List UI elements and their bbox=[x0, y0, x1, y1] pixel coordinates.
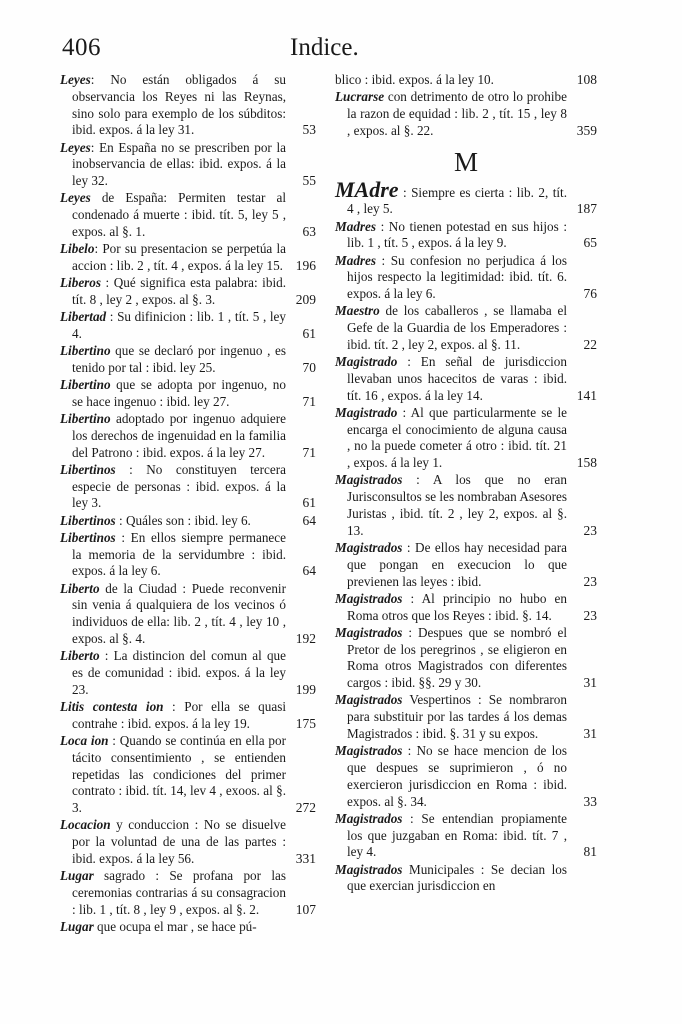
running-header: Indice. bbox=[290, 34, 359, 61]
entry-text: que se declaró por ingenuo , es tenido por tal : ibid. ley 25. bbox=[72, 343, 286, 375]
page-number: 406 bbox=[62, 34, 101, 61]
entry-page-number: 196 bbox=[295, 257, 316, 273]
entry-headword: Magistrados bbox=[335, 692, 403, 708]
entry-text: : No están obligados á su observancia los Reyes ni las Reynas, sino solo para exemplo de los súbditos: ibid. expos. á la ley 31. bbox=[72, 72, 286, 138]
entry-page-number: 107 bbox=[295, 901, 316, 917]
entry-headword: Libertinos bbox=[60, 512, 116, 528]
entry-page-number: 33 bbox=[583, 793, 597, 809]
entry-headword: Loca ion bbox=[60, 732, 109, 748]
entry-text: : No tienen potestad en sus hijos : lib. 1 , tít. 5 , expos. á la ley 9. bbox=[347, 218, 567, 251]
entry-headword: Magistrados bbox=[335, 472, 403, 488]
entry-headword: Lugar bbox=[60, 868, 94, 884]
entry-page-number: 53 bbox=[302, 122, 316, 138]
index-entry bbox=[60, 140, 316, 190]
index-entry bbox=[60, 190, 316, 240]
index-entry bbox=[335, 72, 597, 89]
entry-page-number: 187 bbox=[576, 201, 597, 217]
index-entry bbox=[335, 692, 597, 742]
entry-page-number: 158 bbox=[576, 455, 597, 471]
index-entry bbox=[335, 354, 597, 404]
entry-text: : Siempre es cierta : lib. 2, tít. 4 , ley 5. bbox=[347, 184, 567, 217]
entry-text: : Por ella se quasi contrahe : ibid. expos. á la ley 19. bbox=[72, 698, 286, 731]
index-entry bbox=[60, 919, 316, 936]
entry-headword: Leyes bbox=[60, 190, 91, 206]
entry-page-number: 63 bbox=[302, 223, 316, 239]
entry-text: : Al que particularmente se le encarga el conocimiento de alguna causa , no la puede cometer á otro : ibid. tít. 21 , expos. á la ley 1. bbox=[347, 404, 567, 471]
index-entry bbox=[335, 540, 597, 590]
entry-headword: Liberto bbox=[60, 648, 100, 664]
index-entry bbox=[335, 591, 597, 625]
index-entry bbox=[60, 648, 316, 698]
entry-text: : A los que no eran Jurisconsultos se les nombraban Asesores Juristas , ibid. tít. 2 , ley 2, expos. al §. 13. bbox=[347, 472, 567, 538]
right-column-l-entries bbox=[335, 72, 597, 140]
entry-headword: Magistrados bbox=[335, 540, 403, 556]
entry-page-number: 359 bbox=[576, 122, 597, 138]
entry-headword: Litis contesta ion bbox=[60, 698, 164, 714]
entry-text: : Al principio no hubo en Roma otros que los Reyes : ibid. §. 14. bbox=[347, 590, 567, 623]
entry-headword: Madres bbox=[335, 218, 377, 234]
entry-headword: Magistrados bbox=[335, 861, 403, 877]
index-entry bbox=[335, 862, 597, 896]
entry-text: adoptado por ingenuo adquiere los derechos de ingenuidad en la familia del Patrono : ibid. expos. á la ley 27. bbox=[72, 411, 286, 460]
entry-text: : Su difinicion : lib. 1 , tít. 5 , ley 4. bbox=[72, 309, 286, 341]
index-entry bbox=[335, 405, 597, 472]
entry-page-number: 331 bbox=[295, 850, 316, 866]
entry-text: de España: Permiten testar al condenado á muerte : ibid. tít. 5, ley 5 , expos. al §. 1. bbox=[72, 190, 286, 239]
entry-headword: MAdre bbox=[335, 176, 399, 202]
entry-page-number: 55 bbox=[302, 173, 316, 189]
entry-text: Municipales : Se decian los que exercian jurisdiccion en bbox=[347, 861, 567, 894]
entry-headword: Lugar bbox=[60, 918, 94, 934]
entry-headword: Magistrados bbox=[335, 590, 403, 606]
index-entry bbox=[60, 241, 316, 275]
entry-text: blico : ibid. expos. á la ley 10. bbox=[335, 72, 494, 87]
index-entry bbox=[335, 303, 597, 353]
index-entry bbox=[335, 472, 597, 539]
entry-headword: Leyes bbox=[60, 72, 91, 87]
entry-headword: Magistrados bbox=[335, 624, 403, 640]
entry-text: : Qué significa esta palabra: ibid. tít. 8 , ley 2 , expos. al §. 3. bbox=[72, 275, 286, 307]
index-entry bbox=[60, 530, 316, 580]
entry-headword: Madres bbox=[335, 252, 377, 268]
index-entry bbox=[335, 219, 597, 253]
index-entry bbox=[335, 253, 597, 303]
entry-page-number: 64 bbox=[302, 512, 316, 528]
entry-headword: Leyes bbox=[60, 139, 91, 155]
index-entry bbox=[60, 309, 316, 343]
entry-headword: Lucrarse bbox=[335, 89, 385, 105]
entry-page-number: 22 bbox=[583, 336, 597, 352]
entry-headword: Magistrados bbox=[335, 810, 403, 826]
entry-headword: Libertino bbox=[60, 377, 111, 393]
entry-text: Vespertinos : Se nombraron para substituir por las tardes á los demas Magistrados : ibid. §. 31 y su expos. bbox=[347, 692, 567, 741]
entry-page-number: 71 bbox=[302, 393, 316, 409]
entry-headword: Libertino bbox=[60, 343, 111, 359]
entry-headword: Libertinos bbox=[60, 529, 116, 545]
entry-headword: Libertino bbox=[60, 411, 111, 427]
index-entry bbox=[335, 811, 597, 861]
index-entry bbox=[60, 462, 316, 512]
entry-page-number: 108 bbox=[576, 72, 597, 87]
index-entry bbox=[60, 817, 316, 867]
entry-page-number: 23 bbox=[583, 522, 597, 538]
entry-text: : Despues que se nombró el Pretor de los peregrinos , se eligieron en Roma otros Magistrados con diferentes cargos : ibid. §§. 29 y 30. bbox=[347, 624, 567, 691]
entry-text: y conduccion : No se disuelve por la voluntad de una de las partes : ibid. expos. á la ley 56. bbox=[72, 817, 286, 866]
entry-page-number: 199 bbox=[295, 681, 316, 697]
entry-page-number: 70 bbox=[302, 359, 316, 375]
left-column bbox=[60, 72, 316, 936]
entry-page-number: 23 bbox=[583, 607, 597, 623]
entry-text: : Se entendian propiamente los que juzgaban en Roma: ibid. tít. 7 , ley 4. bbox=[347, 810, 567, 860]
entry-page-number: 65 bbox=[583, 235, 597, 251]
index-entry bbox=[60, 343, 316, 377]
entry-page-number: 71 bbox=[302, 444, 316, 460]
entry-headword: Liberto bbox=[60, 580, 100, 596]
entry-page-number: 61 bbox=[302, 495, 316, 511]
entry-text: con detrimento de otro lo prohibe la razon de equidad : lib. 2 , tít. 15 , ley 8 , expos. al §. 22. bbox=[347, 89, 567, 138]
index-entry bbox=[335, 176, 597, 219]
entry-text: : Quáles son : ibid. ley 6. bbox=[115, 512, 251, 528]
entry-headword: Libertad bbox=[60, 309, 107, 325]
index-entry bbox=[335, 743, 597, 810]
entry-text: de la Ciudad : Puede reconvenir sin venia á qualquiera de los vecinos ó individuos de ella: lib. 2 , tít. 4 , ley 10 , expos. al §. 4. bbox=[72, 580, 286, 646]
entry-headword: Magistrados bbox=[335, 743, 403, 759]
entry-page-number: 192 bbox=[295, 630, 316, 646]
index-entry bbox=[335, 625, 597, 692]
entry-text: : En España no se prescriben por la inobservancia de ellas: ibid. expos. á la ley 32. bbox=[72, 139, 286, 189]
entry-text: : La distincion del comun al que es de comunidad : ibid. expos. á la ley 23. bbox=[72, 648, 286, 697]
section-letter: M bbox=[453, 146, 478, 177]
index-entry bbox=[60, 72, 316, 139]
entry-text: : En ellos siempre permanece la memoria de la servidumbre : ibid. expos. á la ley 6. bbox=[72, 529, 286, 579]
entry-text: : Quando se continúa en ella por tácito consentimiento , se entienden repetidas las condiciones del primer contrato : ibid. tít. 14, lev 4 , exoos. al §. 3. bbox=[72, 732, 286, 816]
entry-text: : Por su presentacion se perpetúa la accion : lib. 2 , tít. 4 , expos. á la ley 15. bbox=[72, 241, 286, 273]
index-entry bbox=[335, 89, 597, 139]
entry-page-number: 175 bbox=[295, 715, 316, 731]
entry-page-number: 81 bbox=[583, 844, 597, 860]
entry-headword: Libertinos bbox=[60, 461, 116, 477]
right-column-m-entries bbox=[335, 176, 597, 896]
entry-headword: Libelo bbox=[60, 241, 95, 257]
entry-page-number: 61 bbox=[302, 325, 316, 341]
entry-page-number: 23 bbox=[583, 573, 597, 589]
index-entry bbox=[60, 868, 316, 918]
entry-page-number: 31 bbox=[583, 725, 597, 741]
entry-page-number: 141 bbox=[576, 387, 597, 403]
right-column bbox=[335, 72, 597, 896]
index-entry bbox=[60, 513, 316, 530]
entry-page-number: 209 bbox=[295, 291, 316, 307]
index-entry bbox=[60, 377, 316, 411]
entry-text: de los caballeros , se llamaba el Gefe de la Guardia de los Emperadores : ibid. tít. 2 , ley 2, expos. al §. 11. bbox=[347, 303, 567, 352]
entry-headword: Liberos bbox=[60, 275, 102, 291]
index-entry bbox=[60, 275, 316, 309]
entry-headword: Maestro bbox=[335, 303, 380, 319]
entry-text: que se adopta por ingenuo, no se hace ingenuo : ibid. ley 27. bbox=[72, 377, 286, 409]
index-entry bbox=[60, 411, 316, 461]
entry-page-number: 64 bbox=[302, 563, 316, 579]
entry-text: : De ellos hay necesidad para que pongan en execucion lo que previenen las leyes : ibid. bbox=[347, 540, 567, 589]
index-entry bbox=[60, 699, 316, 733]
entry-text: que ocupa el mar , se hace pú- bbox=[93, 918, 257, 934]
entry-text: : Su confesion no perjudica á los hijos respecto la legitimidad: ibid. tít. 6. expos. á la ley 6. bbox=[347, 252, 567, 302]
entry-headword: Locacion bbox=[60, 817, 111, 833]
entry-page-number: 31 bbox=[583, 675, 597, 691]
index-entry bbox=[60, 733, 316, 817]
entry-text: : En señal de jurisdiccion llevaban unos hacecitos de varas : ibid. tít. 16 , expos. á la ley 14. bbox=[347, 354, 567, 403]
entry-text: sagrado : Se profana por las ceremonias contrarias á su consagracion : lib. 1 , tít. 8 , ley 9 , expos. al §. 2. bbox=[72, 868, 286, 917]
entry-page-number: 76 bbox=[583, 286, 597, 302]
entry-text: : No se hace mencion de los que despues se suprimieron , ó no exercieron jurisdiccion en Roma : ibid. expos. al §. 34. bbox=[347, 743, 567, 809]
index-entry bbox=[60, 581, 316, 648]
entry-headword: Magistrado bbox=[335, 354, 398, 370]
entry-page-number: 272 bbox=[295, 800, 316, 816]
entry-headword: Magistrado bbox=[335, 404, 398, 420]
entry-text: : No constituyen tercera especie de personas : ibid. expos. á la ley 3. bbox=[72, 461, 286, 511]
